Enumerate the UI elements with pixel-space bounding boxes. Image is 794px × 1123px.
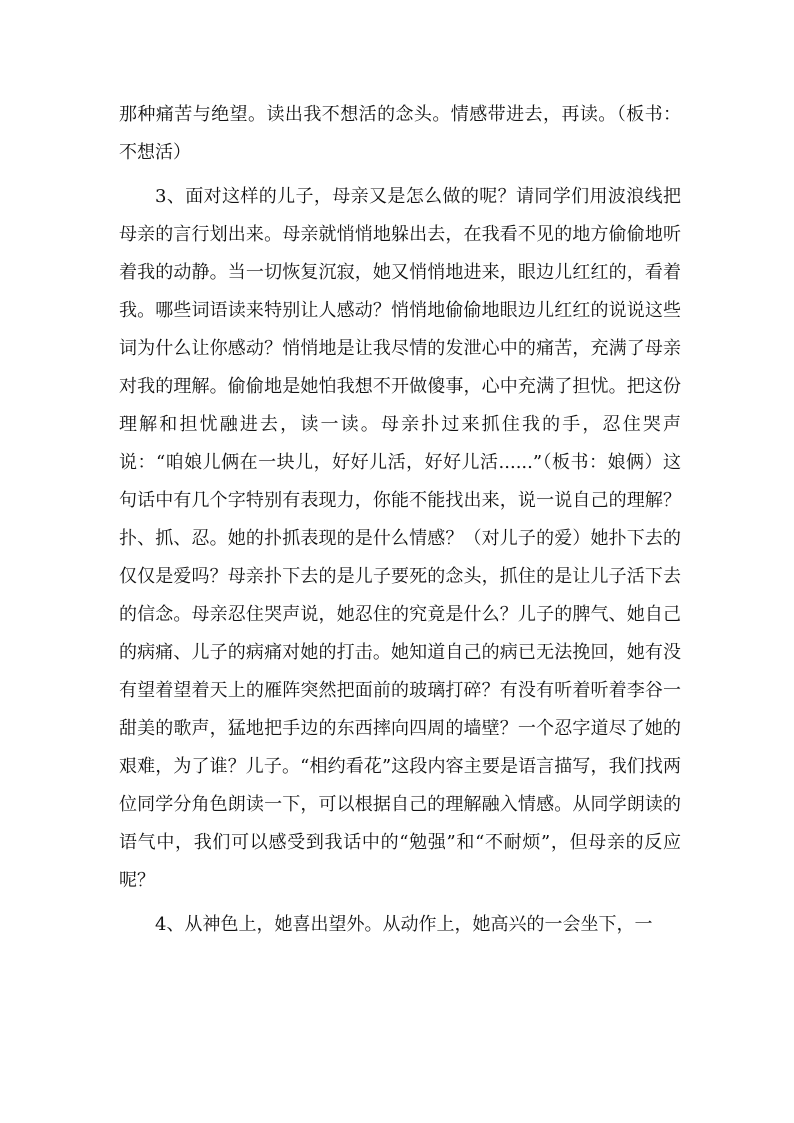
paragraph-item-4: 4、从神色上，她喜出望外。从动作上，她高兴的一会坐下，一: [155, 914, 653, 935]
document-body: [119, 96, 681, 944]
paragraph-continuation: 那种痛苦与绝望。读出我不想活的念头。情感带进去，再读。（板书：不想活）: [119, 104, 681, 163]
paragraph-item-3: 3、面对这样的儿子，母亲又是怎么做的呢？请同学们用波浪线把母亲的言行划出来。母亲就悄悄地躲出去，在我看不见的地方偷偷地听着我的动静。当一切恢复沉寂，她又悄悄地进来，眼边儿红红的，看着我。哪些词语读来特别让人感动？悄悄地偷偷地眼边儿红红的说说这些词为什么让你感动？悄悄地是让我尽情的发泄心中的痛苦，充满了母亲对我的理解。偷偷地是她怕我想不开做傻事，心中充满了担忧。把这份理解和担忧融进去，读一读。母亲扑过来抓住我的手，忍住哭声说：“咱娘儿俩在一块儿，好好儿活，好好儿活......”（板书：娘俩）这句话中有几个字特别有表现力，你能不能找出来，说一说自己的理解？扑、抓、忍。她的扑抓表现的是什么情感？（对儿子的爱）她扑下去的仅仅是爱吗？母亲扑下去的是儿子要死的念头，抓住的是让儿子活下去的信念。母亲忍住哭声说，她忍住的究竟是什么？儿子的脾气、她自己的病痛、儿子的病痛对她的打击。她知道自己的病已无法挽回，她有没有望着望着天上的雁阵突然把面前的玻璃打碎？有没有听着听着李谷一甜美的歌声，猛地把手边的东西摔向四周的墙壁？一个忍字道尽了她的艰难，为了谁？儿子。“相约看花”这段内容主要是语言描写，我们找两位同学分角色朗读一下，可以根据自己的理解融入情感。从同学朗读的语气中，我们可以感受到我话中的“勉强”和“不耐烦”，但母亲的反应呢？: [119, 186, 681, 891]
